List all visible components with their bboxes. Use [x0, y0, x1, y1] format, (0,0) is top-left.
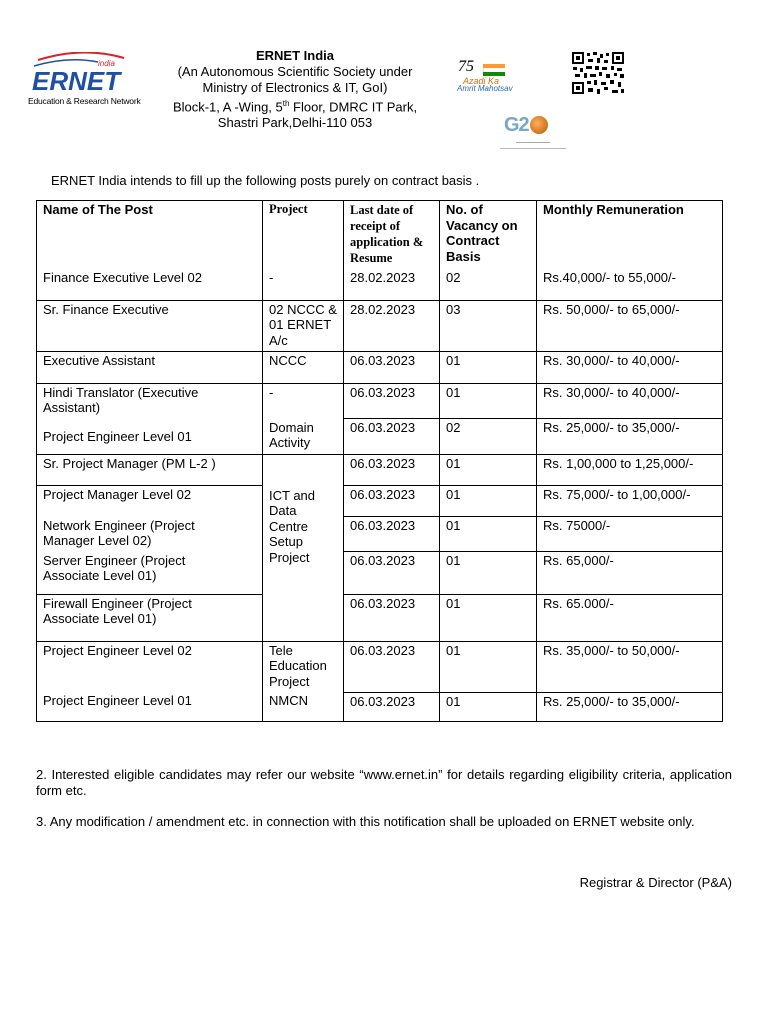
- cell-vacancy: 01: [440, 486, 537, 517]
- cell-post: Firewall Engineer (Project Associate Level 01): [37, 594, 263, 641]
- cell-post: Executive Assistant: [37, 352, 263, 384]
- cell-date: 06.03.2023: [344, 552, 440, 595]
- azadi-ka-amrit-mahotsav-logo: 75 Azadi Ka Amrit Mahotsav: [457, 58, 513, 93]
- cell-vacancy: 01: [440, 641, 537, 692]
- table-row: [37, 419, 723, 455]
- org-line-2: Ministry of Electronics & IT, GoI): [202, 80, 388, 95]
- cell-vacancy: 01: [440, 692, 537, 721]
- cell-vacancy: 01: [440, 594, 537, 641]
- cell-pay: Rs. 50,000/- to 65,000/-: [537, 300, 723, 352]
- cell-pay: Rs. 65.000/-: [537, 594, 723, 641]
- cell-post: Project Engineer Level 02: [37, 641, 263, 692]
- signature-designation: Registrar & Director (P&A): [579, 875, 732, 890]
- cell-post: Sr. Finance Executive: [37, 300, 263, 352]
- org-address-line: Block-1, A -Wing, 5th Floor, DMRC IT Park,: [172, 99, 418, 115]
- header-remuneration: Monthly Remuneration: [537, 201, 723, 270]
- qr-code-icon: [572, 52, 624, 94]
- cell-pay: Rs. 35,000/- to 50,000/-: [537, 641, 723, 692]
- cell-date: 06.03.2023: [344, 517, 440, 552]
- table-header-row: [37, 201, 723, 270]
- g20-subtitle-line: [500, 148, 566, 149]
- org-title: ERNET India: [255, 48, 334, 63]
- cell-date: 06.03.2023: [344, 352, 440, 384]
- g20-subtitle-line: [516, 142, 550, 143]
- table-row: [37, 641, 723, 692]
- cell-vacancy: 01: [440, 383, 537, 419]
- cell-date: 28.02.2023: [344, 269, 440, 300]
- cell-vacancy: 01: [440, 552, 537, 595]
- header-project: Project: [263, 201, 344, 270]
- cell-vacancy: 03: [440, 300, 537, 352]
- table-row: [37, 517, 723, 552]
- cell-pay: Rs. 25,000/- to 35,000/-: [537, 692, 723, 721]
- cell-vacancy: 01: [440, 517, 537, 552]
- table-row: [37, 594, 723, 641]
- svg-text:india: india: [98, 59, 115, 68]
- cell-project: Tele Education Project: [263, 641, 344, 692]
- table-row: [37, 486, 723, 517]
- cell-pay: Rs. 75000/-: [537, 517, 723, 552]
- cell-post: Project Engineer Level 01: [37, 419, 263, 455]
- table-row: [37, 552, 723, 595]
- header-post: Name of The Post: [37, 201, 263, 270]
- intro-text: ERNET India intends to fill up the following posts purely on contract basis .: [51, 173, 480, 188]
- cell-vacancy: 02: [440, 419, 537, 455]
- header-last-date: Last date of receipt of application & Resume: [344, 201, 440, 270]
- cell-post: Finance Executive Level 02: [37, 269, 263, 300]
- cell-pay: Rs. 25,000/- to 35,000/-: [537, 419, 723, 455]
- cell-post: Project Engineer Level 01: [37, 692, 263, 721]
- g20-logo: G2: [496, 110, 570, 160]
- org-line-1: (An Autonomous Scientific Society under: [177, 64, 413, 79]
- cell-project: 02 NCCC & 01 ERNET A/c: [263, 300, 344, 352]
- cell-post: Sr. Project Manager (PM L-2 ): [37, 454, 263, 486]
- cell-project: ICT and Data Centre Setup Project: [263, 454, 344, 641]
- organization-address: [150, 48, 440, 131]
- table-row: [37, 352, 723, 384]
- cell-project: -: [263, 383, 344, 419]
- paragraph-3: 3. Any modification / amendment etc. in connection with this notification shall be uploaded on ERNET website only.: [36, 814, 695, 829]
- cell-date: 28.02.2023: [344, 300, 440, 352]
- cell-post: Hindi Translator (Executive Assistant): [37, 383, 263, 419]
- cell-project: NMCN: [263, 692, 344, 721]
- cell-date: 06.03.2023: [344, 419, 440, 455]
- cell-date: 06.03.2023: [344, 454, 440, 486]
- ernet-logo: [28, 52, 141, 112]
- flag-icon: [483, 64, 505, 76]
- cell-project: -: [263, 269, 344, 300]
- cell-date: 06.03.2023: [344, 383, 440, 419]
- svg-text:ERNET: ERNET: [32, 66, 121, 96]
- cell-post: Server Engineer (Project Associate Level 01): [37, 552, 263, 595]
- logo-tagline: Education & Research Network: [28, 96, 141, 106]
- cell-project: Domain Activity: [263, 419, 344, 455]
- table-row: [37, 383, 723, 419]
- cell-pay: Rs. 30,000/- to 40,000/-: [537, 383, 723, 419]
- table-row: [37, 269, 723, 300]
- cell-date: 06.03.2023: [344, 641, 440, 692]
- cell-post: Network Engineer (Project Manager Level 02): [37, 517, 263, 552]
- cell-project: NCCC: [263, 352, 344, 384]
- posts-table: [36, 200, 723, 722]
- paragraph-2: 2. Interested eligible candidates may refer our website “www.ernet.in” for details regarding eligibility criteria, application form etc.: [36, 767, 732, 798]
- globe-icon: [530, 116, 548, 134]
- org-line-3: Shastri Park,Delhi-110 053: [217, 115, 373, 131]
- cell-date: 06.03.2023: [344, 594, 440, 641]
- cell-vacancy: 01: [440, 352, 537, 384]
- letterhead: [0, 0, 770, 170]
- cell-pay: Rs.40,000/- to 55,000/-: [537, 269, 723, 300]
- cell-vacancy: 01: [440, 454, 537, 486]
- cell-pay: Rs. 75,000/- to 1,00,000/-: [537, 486, 723, 517]
- table-row: [37, 300, 723, 352]
- cell-post: Project Manager Level 02: [37, 486, 263, 517]
- header-vacancy: No. of Vacancy on Contract Basis: [440, 201, 537, 270]
- cell-pay: Rs. 65,000/-: [537, 552, 723, 595]
- cell-pay: Rs. 30,000/- to 40,000/-: [537, 352, 723, 384]
- cell-pay: Rs. 1,00,000 to 1,25,000/-: [537, 454, 723, 486]
- cell-date: 06.03.2023: [344, 486, 440, 517]
- cell-date: 06.03.2023: [344, 692, 440, 721]
- ernet-logo-mark: [28, 52, 128, 96]
- table-row: [37, 454, 723, 486]
- table-row: [37, 692, 723, 721]
- cell-vacancy: 02: [440, 269, 537, 300]
